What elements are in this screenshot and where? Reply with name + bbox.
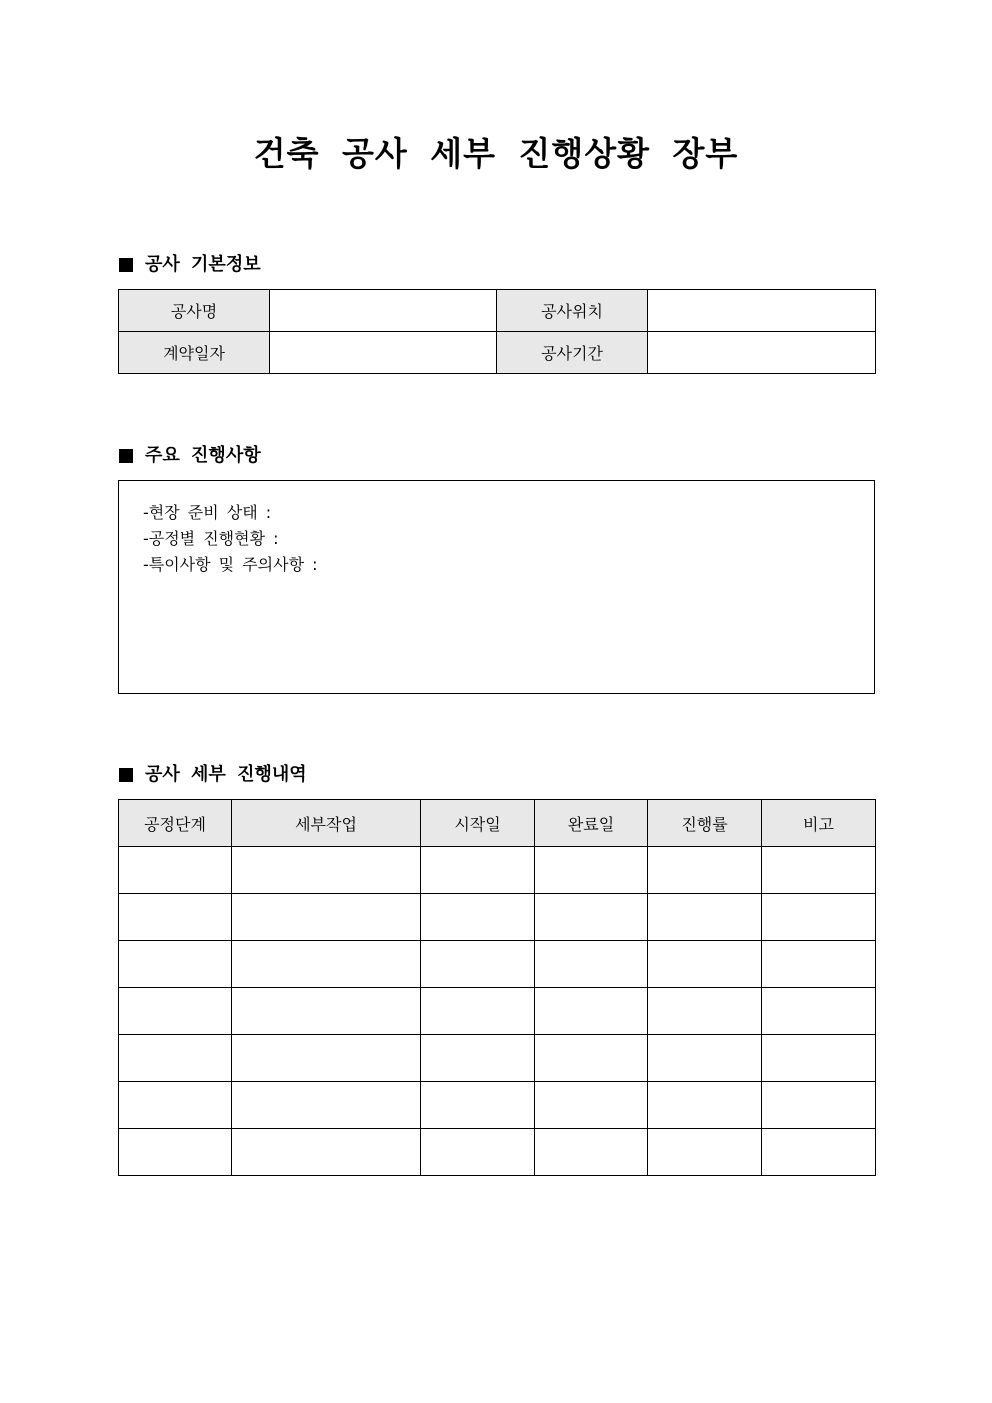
table-cell[interactable] — [762, 1082, 876, 1129]
header-progress-rate: 진행률 — [648, 800, 762, 847]
project-location-label: 공사위치 — [497, 290, 648, 332]
contract-date-label: 계약일자 — [119, 332, 270, 374]
site-preparation-line: -현장 준비 상태 : — [143, 503, 272, 522]
table-cell[interactable] — [535, 988, 648, 1035]
table-cell[interactable] — [762, 941, 876, 988]
table-row — [119, 1129, 876, 1176]
table-cell[interactable] — [535, 1129, 648, 1176]
table-row — [119, 332, 876, 374]
table-cell[interactable] — [648, 1082, 762, 1129]
table-cell[interactable] — [119, 847, 232, 894]
special-notes-line: -특이사항 및 주의사항 : — [143, 555, 318, 574]
square-bullet-icon — [119, 258, 133, 272]
table-cell[interactable] — [119, 1082, 232, 1129]
section-heading-detail-progress — [119, 763, 307, 787]
table-cell[interactable] — [762, 847, 876, 894]
table-cell[interactable] — [232, 988, 421, 1035]
table-cell[interactable] — [535, 847, 648, 894]
basic-info-table — [118, 289, 876, 374]
table-cell[interactable] — [648, 847, 762, 894]
table-cell[interactable] — [648, 1129, 762, 1176]
header-end-date: 완료일 — [535, 800, 648, 847]
table-row — [119, 847, 876, 894]
table-cell[interactable] — [119, 1129, 232, 1176]
contract-date-field[interactable] — [270, 332, 497, 374]
document-title: 건축 공사 세부 진행상황 장부 — [253, 134, 739, 173]
section-heading-label: 주요 진행사항 — [145, 445, 261, 466]
table-cell[interactable] — [421, 894, 535, 941]
table-row — [119, 894, 876, 941]
table-cell[interactable] — [232, 894, 421, 941]
section-heading-label: 공사 세부 진행내역 — [145, 764, 307, 785]
section-heading-basic-info — [119, 253, 261, 277]
project-name-label: 공사명 — [119, 290, 270, 332]
project-period-label: 공사기간 — [497, 332, 648, 374]
table-cell[interactable] — [762, 988, 876, 1035]
table-cell[interactable] — [232, 1129, 421, 1176]
table-cell[interactable] — [421, 1035, 535, 1082]
table-row — [119, 988, 876, 1035]
table-cell[interactable] — [648, 894, 762, 941]
section-heading-main-progress — [119, 444, 261, 468]
table-header-row — [119, 800, 876, 847]
table-cell[interactable] — [119, 988, 232, 1035]
table-cell[interactable] — [762, 894, 876, 941]
table-row — [119, 1035, 876, 1082]
section-heading-label: 공사 기본정보 — [145, 254, 261, 275]
table-row — [119, 290, 876, 332]
square-bullet-icon — [119, 449, 133, 463]
table-cell[interactable] — [232, 941, 421, 988]
table-cell[interactable] — [421, 941, 535, 988]
project-name-field[interactable] — [270, 290, 497, 332]
table-cell[interactable] — [762, 1035, 876, 1082]
table-cell[interactable] — [119, 894, 232, 941]
square-bullet-icon — [119, 768, 133, 782]
header-remarks: 비고 — [762, 800, 876, 847]
process-status-line: -공정별 진행현황 : — [143, 529, 279, 548]
table-row — [119, 941, 876, 988]
main-progress-box[interactable] — [118, 480, 875, 694]
table-cell[interactable] — [535, 1082, 648, 1129]
header-process-stage: 공정단계 — [119, 800, 232, 847]
project-period-field[interactable] — [648, 332, 876, 374]
project-location-field[interactable] — [648, 290, 876, 332]
table-cell[interactable] — [762, 1129, 876, 1176]
table-cell[interactable] — [421, 847, 535, 894]
table-cell[interactable] — [421, 1082, 535, 1129]
table-cell[interactable] — [535, 1035, 648, 1082]
table-cell[interactable] — [648, 941, 762, 988]
table-row — [119, 1082, 876, 1129]
table-cell[interactable] — [232, 847, 421, 894]
table-cell[interactable] — [119, 1035, 232, 1082]
table-cell[interactable] — [232, 1035, 421, 1082]
main-progress-lines — [143, 500, 318, 578]
detail-progress-table — [118, 799, 876, 1176]
table-cell[interactable] — [421, 988, 535, 1035]
table-cell[interactable] — [648, 1035, 762, 1082]
table-cell[interactable] — [421, 1129, 535, 1176]
header-detail-work: 세부작업 — [232, 800, 421, 847]
table-cell[interactable] — [535, 894, 648, 941]
header-start-date: 시작일 — [421, 800, 535, 847]
table-cell[interactable] — [119, 941, 232, 988]
table-cell[interactable] — [648, 988, 762, 1035]
table-cell[interactable] — [232, 1082, 421, 1129]
table-cell[interactable] — [535, 941, 648, 988]
